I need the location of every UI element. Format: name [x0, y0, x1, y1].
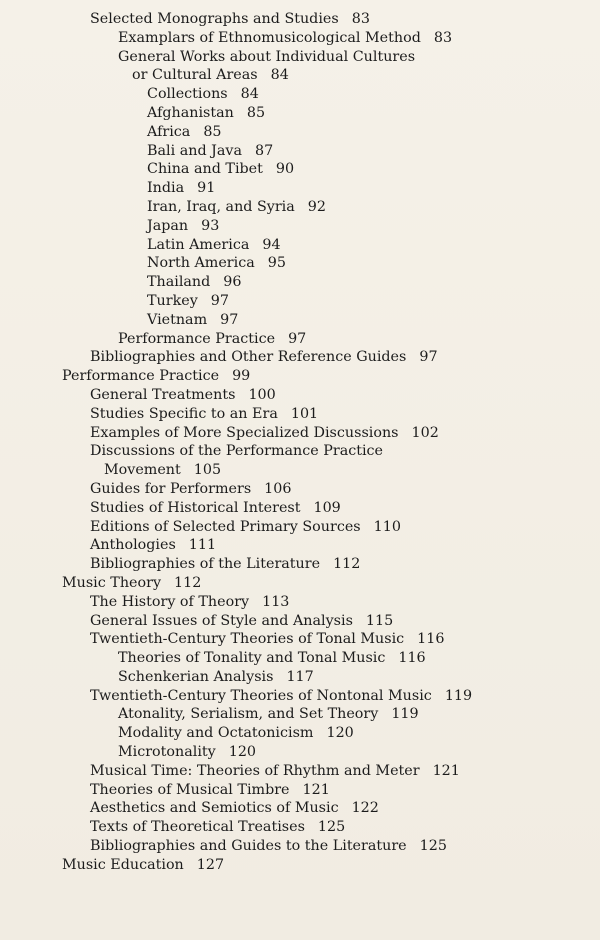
- toc-entry: [0, 254, 600, 273]
- toc-entry-title: General Treatments: [90, 386, 236, 403]
- toc-entry: [0, 574, 600, 593]
- toc-entry: [0, 499, 600, 518]
- toc-entry-page-number: 115: [365, 612, 394, 629]
- toc-entry-title: Editions of Selected Primary Sources: [90, 518, 361, 535]
- toc-entry: [0, 555, 600, 574]
- toc-entry-page-number: 121: [432, 762, 460, 779]
- toc-entry-page-number: 117: [286, 668, 314, 685]
- toc-entry-title: Schenkerian Analysis: [118, 668, 274, 685]
- toc-entry: [0, 461, 600, 480]
- toc-entry: [0, 29, 600, 48]
- toc-entry-title: Twentieth-Century Theories of Tonal Music: [90, 631, 405, 648]
- toc-entry-title: India: [147, 180, 185, 197]
- toc-entry: [0, 424, 600, 443]
- toc-entry-title: General Works about Individual Cultures: [118, 48, 416, 65]
- toc-entry-title: or Cultural Areas: [132, 67, 258, 84]
- toc-entry: [0, 311, 600, 330]
- toc-entry-page-number: 105: [193, 462, 222, 479]
- toc-entry-page-number: 96: [223, 274, 242, 291]
- table-of-contents: [0, 10, 600, 875]
- toc-entry-page-number: 94: [262, 236, 281, 253]
- toc-entry: [0, 630, 600, 649]
- toc-entry-page-number: 113: [262, 593, 290, 610]
- toc-entry-page-number: 120: [228, 744, 257, 761]
- toc-entry-page-number: 87: [255, 142, 274, 159]
- toc-entry: [0, 442, 600, 461]
- toc-entry-title: Discussions of the Performance Practice: [90, 443, 384, 460]
- toc-entry: [0, 856, 600, 875]
- toc-entry: [0, 66, 600, 85]
- toc-entry-title: North America: [147, 255, 255, 272]
- toc-entry-page-number: 125: [419, 838, 447, 855]
- toc-entry-title: Anthologies: [90, 537, 176, 554]
- toc-entry: [0, 837, 600, 856]
- toc-entry-page-number: 109: [313, 499, 341, 516]
- toc-entry-page-number: 112: [174, 574, 202, 591]
- toc-entry-title: Iran, Iraq, and Syria: [147, 198, 295, 215]
- toc-entry-title: Modality and Octatonicism: [118, 725, 314, 742]
- toc-entry: [0, 480, 600, 499]
- toc-entry-page-number: 119: [391, 706, 419, 723]
- toc-entry: [0, 179, 600, 198]
- toc-entry-page-number: 93: [201, 217, 220, 234]
- toc-entry-title: Studies Specific to an Era: [90, 405, 278, 422]
- toc-entry: [0, 198, 600, 217]
- toc-entry-title: Musical Time: Theories of Rhythm and Meter: [90, 762, 420, 779]
- toc-entry: [0, 799, 600, 818]
- toc-entry-page-number: 101: [290, 405, 319, 422]
- toc-entry-title: Aesthetics and Semiotics of Music: [90, 800, 339, 817]
- toc-entry-page-number: 83: [351, 11, 370, 27]
- toc-entry-title: Music Theory: [62, 574, 162, 591]
- toc-entry-page-number: 119: [444, 687, 473, 704]
- toc-entry: [0, 705, 600, 724]
- toc-entry: [0, 292, 600, 311]
- toc-entry-page-number: 97: [210, 292, 229, 309]
- toc-entry: [0, 405, 600, 424]
- toc-entry: [0, 518, 600, 537]
- toc-entry-title: Texts of Theoretical Treatises: [90, 819, 305, 836]
- toc-entry-title: Bali and Java: [147, 142, 243, 159]
- toc-entry: [0, 48, 600, 67]
- toc-entry-page-number: 84: [240, 86, 259, 103]
- toc-entry: [0, 386, 600, 405]
- toc-entry-title: Theories of Tonality and Tonal Music: [118, 650, 386, 667]
- toc-entry-page-number: 85: [246, 104, 266, 121]
- toc-entry-title: Thailand: [147, 274, 211, 291]
- toc-entry: [0, 743, 600, 762]
- toc-entry-page-number: 120: [326, 725, 354, 742]
- toc-entry: [0, 348, 600, 367]
- toc-entry-page-number: 91: [197, 180, 216, 197]
- toc-entry-title: Performance Practice: [118, 330, 276, 347]
- toc-entry-page-number: 85: [203, 123, 222, 140]
- toc-entry: [0, 687, 600, 706]
- toc-entry: [0, 781, 600, 800]
- toc-entry-title: Turkey: [147, 292, 198, 309]
- toc-entry: [0, 367, 600, 386]
- toc-entry-page-number: 97: [419, 349, 438, 366]
- toc-entry-title: Twentieth-Century Theories of Nontonal Music: [90, 687, 432, 704]
- toc-entry: [0, 142, 600, 161]
- toc-entry-page-number: 99: [232, 368, 251, 385]
- toc-entry-page-number: 84: [270, 67, 289, 84]
- toc-entry-title: Microtonality: [118, 744, 216, 761]
- toc-entry-page-number: 95: [267, 255, 286, 272]
- toc-entry: [0, 160, 600, 179]
- toc-entry-page-number: 97: [288, 330, 307, 347]
- toc-entry-page-number: 111: [188, 537, 217, 554]
- toc-entry: [0, 818, 600, 837]
- toc-entry: [0, 612, 600, 631]
- toc-entry-page-number: 127: [196, 856, 225, 873]
- toc-entry-page-number: 122: [351, 800, 379, 817]
- toc-entry-page-number: 92: [307, 198, 326, 215]
- toc-entry-title: Collections: [147, 86, 228, 103]
- toc-entry-title: Music Education: [62, 856, 184, 873]
- toc-entry-page-number: 116: [417, 631, 445, 648]
- toc-entry-title: Performance Practice: [62, 368, 220, 385]
- toc-entry: [0, 649, 600, 668]
- toc-entry: [0, 10, 600, 29]
- toc-entry-title: Bibliographies and Other Reference Guides: [90, 349, 407, 366]
- toc-entry: [0, 217, 600, 236]
- toc-entry-title: Japan: [147, 217, 189, 234]
- toc-entry-page-number: 125: [317, 819, 346, 836]
- toc-entry: [0, 236, 600, 255]
- toc-entry-title: Latin America: [147, 236, 250, 253]
- toc-entry-title: Afghanistan: [147, 104, 234, 121]
- toc-entry: [0, 104, 600, 123]
- toc-entry-page-number: 90: [275, 161, 295, 178]
- toc-entry-title: Movement: [104, 462, 181, 479]
- toc-entry: [0, 593, 600, 612]
- toc-entry-title: General Issues of Style and Analysis: [90, 612, 353, 629]
- toc-entry: [0, 536, 600, 555]
- toc-entry-title: Studies of Historical Interest: [90, 499, 301, 516]
- toc-entry-title: Guides for Performers: [90, 480, 252, 497]
- toc-entry-page-number: 100: [248, 386, 276, 403]
- toc-entry-title: Examplars of Ethnomusicological Method: [118, 29, 421, 46]
- toc-entry-page-number: 110: [373, 518, 401, 535]
- toc-entry-title: Theories of Musical Timbre: [90, 781, 290, 798]
- toc-entry: [0, 85, 600, 104]
- toc-entry: [0, 724, 600, 743]
- toc-entry-title: The History of Theory: [90, 593, 250, 610]
- toc-entry-title: Atonality, Serialism, and Set Theory: [118, 706, 379, 723]
- toc-entry: [0, 330, 600, 349]
- toc-entry-page-number: 102: [411, 424, 439, 441]
- toc-entry-title: Selected Monographs and Studies: [90, 11, 339, 27]
- toc-entry-page-number: 97: [220, 311, 239, 328]
- toc-entry: [0, 123, 600, 142]
- toc-entry: [0, 668, 600, 687]
- toc-entry-title: Bibliographies of the Literature: [90, 556, 321, 573]
- toc-entry-page-number: 121: [302, 781, 330, 798]
- toc-entry-title: Bibliographies and Guides to the Literature: [90, 838, 407, 855]
- toc-entry-title: Africa: [147, 123, 191, 140]
- toc-entry-page-number: 112: [333, 556, 361, 573]
- toc-entry: [0, 273, 600, 292]
- toc-entry-title: China and Tibet: [147, 161, 263, 178]
- toc-entry-title: Examples of More Specialized Discussions: [90, 424, 399, 441]
- toc-entry-page-number: 116: [398, 650, 426, 667]
- toc-entry-page-number: 106: [264, 480, 292, 497]
- toc-entry-page-number: 83: [433, 29, 453, 46]
- toc-entry: [0, 762, 600, 781]
- toc-entry-title: Vietnam: [147, 311, 208, 328]
